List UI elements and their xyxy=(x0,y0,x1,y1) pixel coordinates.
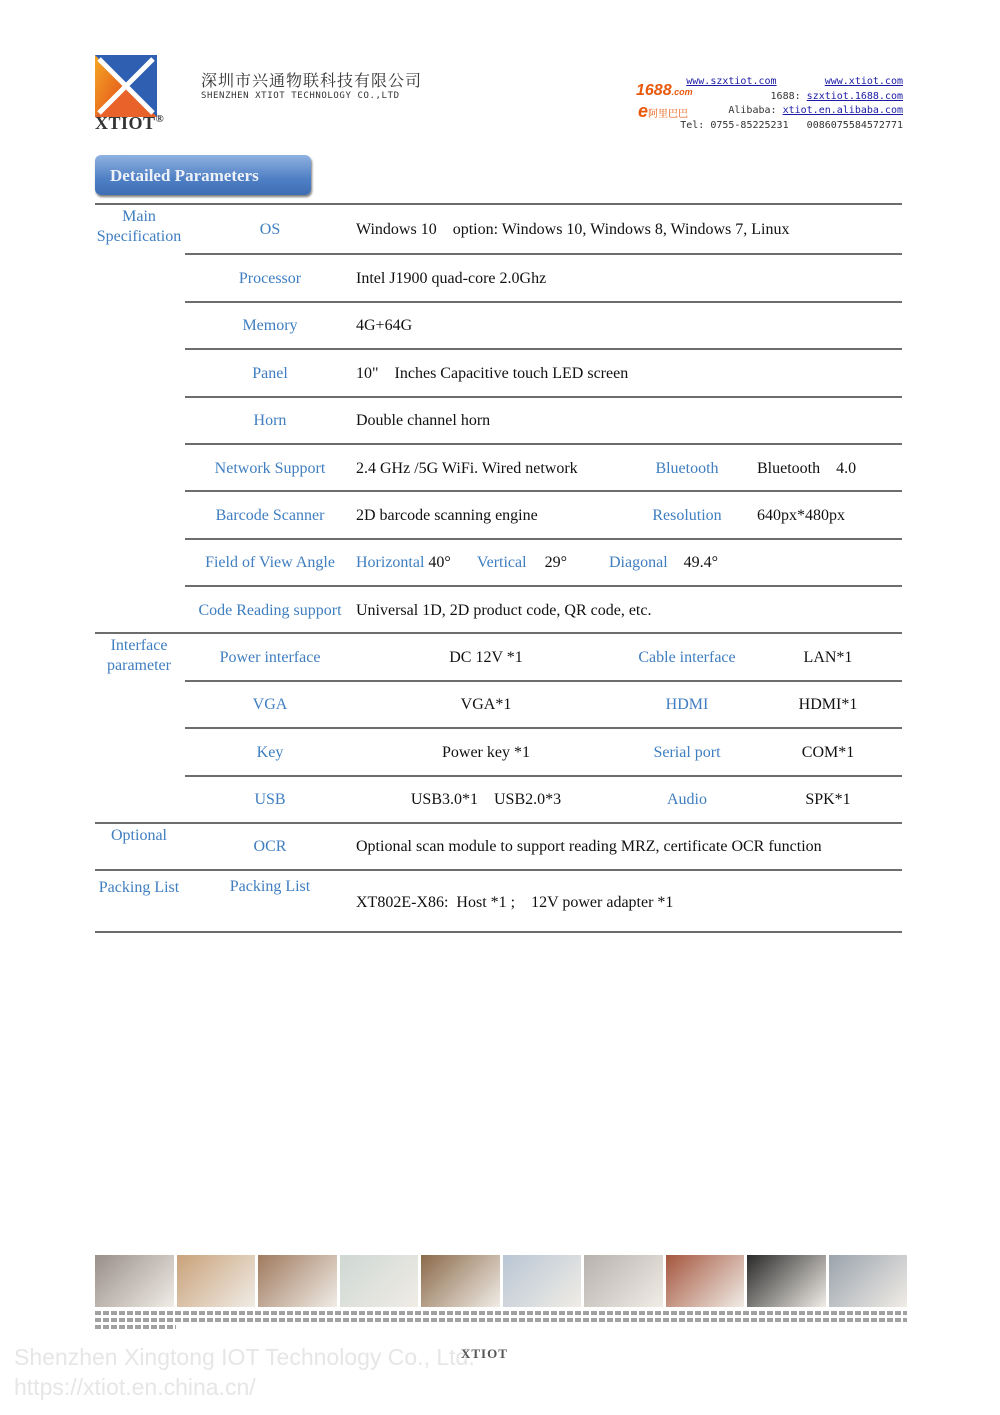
table-rule xyxy=(95,203,902,205)
watermark-url: https://xtiot.en.china.cn/ xyxy=(14,1374,256,1400)
table-rule xyxy=(95,822,902,824)
watermark-logo: XTIOT xyxy=(461,1346,508,1361)
label-code-reading: Code Reading support xyxy=(198,602,342,619)
website-link-szxtiot[interactable]: www.szxtiot.com xyxy=(686,76,777,87)
label-processor: Processor xyxy=(238,270,302,287)
contact-block xyxy=(633,75,903,133)
label-1688: 1688: xyxy=(770,90,801,102)
table-rule xyxy=(185,680,902,682)
fov-horizontal-value: 40° xyxy=(428,554,451,571)
section-title-pill: Detailed Parameters xyxy=(95,155,311,195)
value-serial-port: COM*1 xyxy=(801,744,855,761)
footer-photo xyxy=(666,1255,745,1307)
table-rule xyxy=(185,443,902,445)
value-key: Power key *1 xyxy=(442,744,530,761)
fov-diagonal-label: Diagonal xyxy=(608,554,668,571)
table-rule xyxy=(185,727,902,729)
label-key: Key xyxy=(256,744,284,761)
value-memory: 4G+64G xyxy=(356,317,413,334)
section-packing-list: Packing List xyxy=(98,879,180,896)
1688-logo: 1688.com xyxy=(636,82,693,99)
label-bluetooth: Bluetooth xyxy=(655,460,719,477)
table-rule xyxy=(95,931,902,933)
label-audio: Audio xyxy=(667,791,707,808)
label-usb: USB xyxy=(254,791,286,808)
section-main-specification: Main Specification xyxy=(96,208,182,245)
footer-photo xyxy=(829,1255,908,1307)
value-ocr: Optional scan module to support reading MRZ, certificate OCR function xyxy=(356,838,822,855)
value-panel: 10" Inches Capacitive touch LED screen xyxy=(356,365,629,382)
label-vga: VGA xyxy=(252,696,288,713)
tel-number-1: 0755-85225231 xyxy=(710,119,789,131)
fov-diagonal-value: 49.4° xyxy=(683,554,719,571)
fov-horizontal-label: Horizontal xyxy=(356,554,425,571)
label-alibaba: Alibaba: xyxy=(728,105,777,116)
value-usb: USB3.0*1 USB2.0*3 xyxy=(410,791,562,808)
label-network-support: Network Support xyxy=(214,460,326,477)
footer-fine-print xyxy=(95,1311,907,1333)
tel-label: Tel: xyxy=(680,119,705,131)
table-rule xyxy=(185,396,902,398)
alibaba-logo: e阿里巴巴 xyxy=(638,101,689,121)
value-packing-list: XT802E-X86: Host *1 ; 12V power adapter *1 xyxy=(356,894,674,911)
label-cable-interface: Cable interface xyxy=(638,649,736,666)
table-rule xyxy=(185,253,902,255)
table-rule xyxy=(185,301,902,303)
company-logo-text: XTIOT® xyxy=(95,113,165,133)
watermark-company: Shenzhen Xingtong IOT Technology Co., Ltd. xyxy=(14,1344,475,1370)
tel-number-2: 0086075584572771 xyxy=(806,119,903,131)
table-rule xyxy=(185,775,902,777)
value-power-interface: DC 12V *1 xyxy=(449,649,523,666)
label-barcode-scanner: Barcode Scanner xyxy=(215,507,325,524)
value-os: Windows 10 option: Windows 10, Windows 8, Windows 7, Linux xyxy=(356,221,790,238)
value-resolution: 640px*480px xyxy=(757,507,845,524)
label-ocr: OCR xyxy=(253,838,287,855)
table-rule xyxy=(95,869,902,871)
section-interface-parameter: Interface parameter xyxy=(107,637,171,674)
label-field-of-view: Field of View Angle xyxy=(205,554,335,571)
company-logo-mark xyxy=(95,55,157,117)
section-optional: Optional xyxy=(111,827,167,844)
fov-vertical-value: 29° xyxy=(544,554,567,571)
value-network-support: 2.4 GHz /5G WiFi. Wired network xyxy=(356,460,578,477)
label-serial-port: Serial port xyxy=(653,744,721,761)
company-name-en: SHENZHEN XTIOT TECHNOLOGY CO.,LTD xyxy=(201,91,400,101)
footer-photo xyxy=(177,1255,256,1307)
value-processor: Intel J1900 quad-core 2.0Ghz xyxy=(356,270,547,287)
value-vga: VGA*1 xyxy=(460,696,512,713)
value-cable-interface: LAN*1 xyxy=(803,649,853,666)
table-rule xyxy=(185,348,902,350)
value-code-reading: Universal 1D, 2D product code, QR code, etc. xyxy=(356,602,652,619)
label-panel: Panel xyxy=(252,365,288,382)
footer-photo xyxy=(584,1255,663,1307)
label-memory: Memory xyxy=(242,317,298,334)
value-horn: Double channel horn xyxy=(356,412,491,429)
footer-photo xyxy=(340,1255,419,1307)
label-hdmi: HDMI xyxy=(665,696,709,713)
link-1688[interactable]: szxtiot.1688.com xyxy=(806,90,903,102)
footer-photo xyxy=(258,1255,337,1307)
company-name-cn: 深圳市兴通物联科技有限公司 xyxy=(201,71,423,90)
label-resolution: Resolution xyxy=(652,507,722,524)
value-bluetooth: Bluetooth 4.0 xyxy=(757,460,857,477)
footer-photo-strip xyxy=(95,1255,907,1307)
label-power-interface: Power interface xyxy=(219,649,321,666)
value-field-of-view xyxy=(356,554,718,572)
footer-photo xyxy=(747,1255,826,1307)
website-link-xtiot[interactable]: www.xtiot.com xyxy=(824,76,903,87)
footer-photo xyxy=(421,1255,500,1307)
label-horn: Horn xyxy=(253,412,287,429)
table-rule xyxy=(185,490,902,492)
footer-photo xyxy=(503,1255,582,1307)
footer-photo xyxy=(95,1255,174,1307)
table-rule xyxy=(185,585,902,587)
value-audio: SPK*1 xyxy=(805,791,851,808)
link-alibaba[interactable]: xtiot.en.alibaba.com xyxy=(782,105,903,116)
label-os: OS xyxy=(259,221,281,238)
table-rule xyxy=(185,538,902,540)
fov-vertical-label: Vertical xyxy=(476,554,527,571)
value-barcode-scanner: 2D barcode scanning engine xyxy=(356,507,538,524)
table-rule xyxy=(95,632,902,634)
label-packing-list: Packing List xyxy=(229,878,311,895)
value-hdmi: HDMI*1 xyxy=(798,696,858,713)
